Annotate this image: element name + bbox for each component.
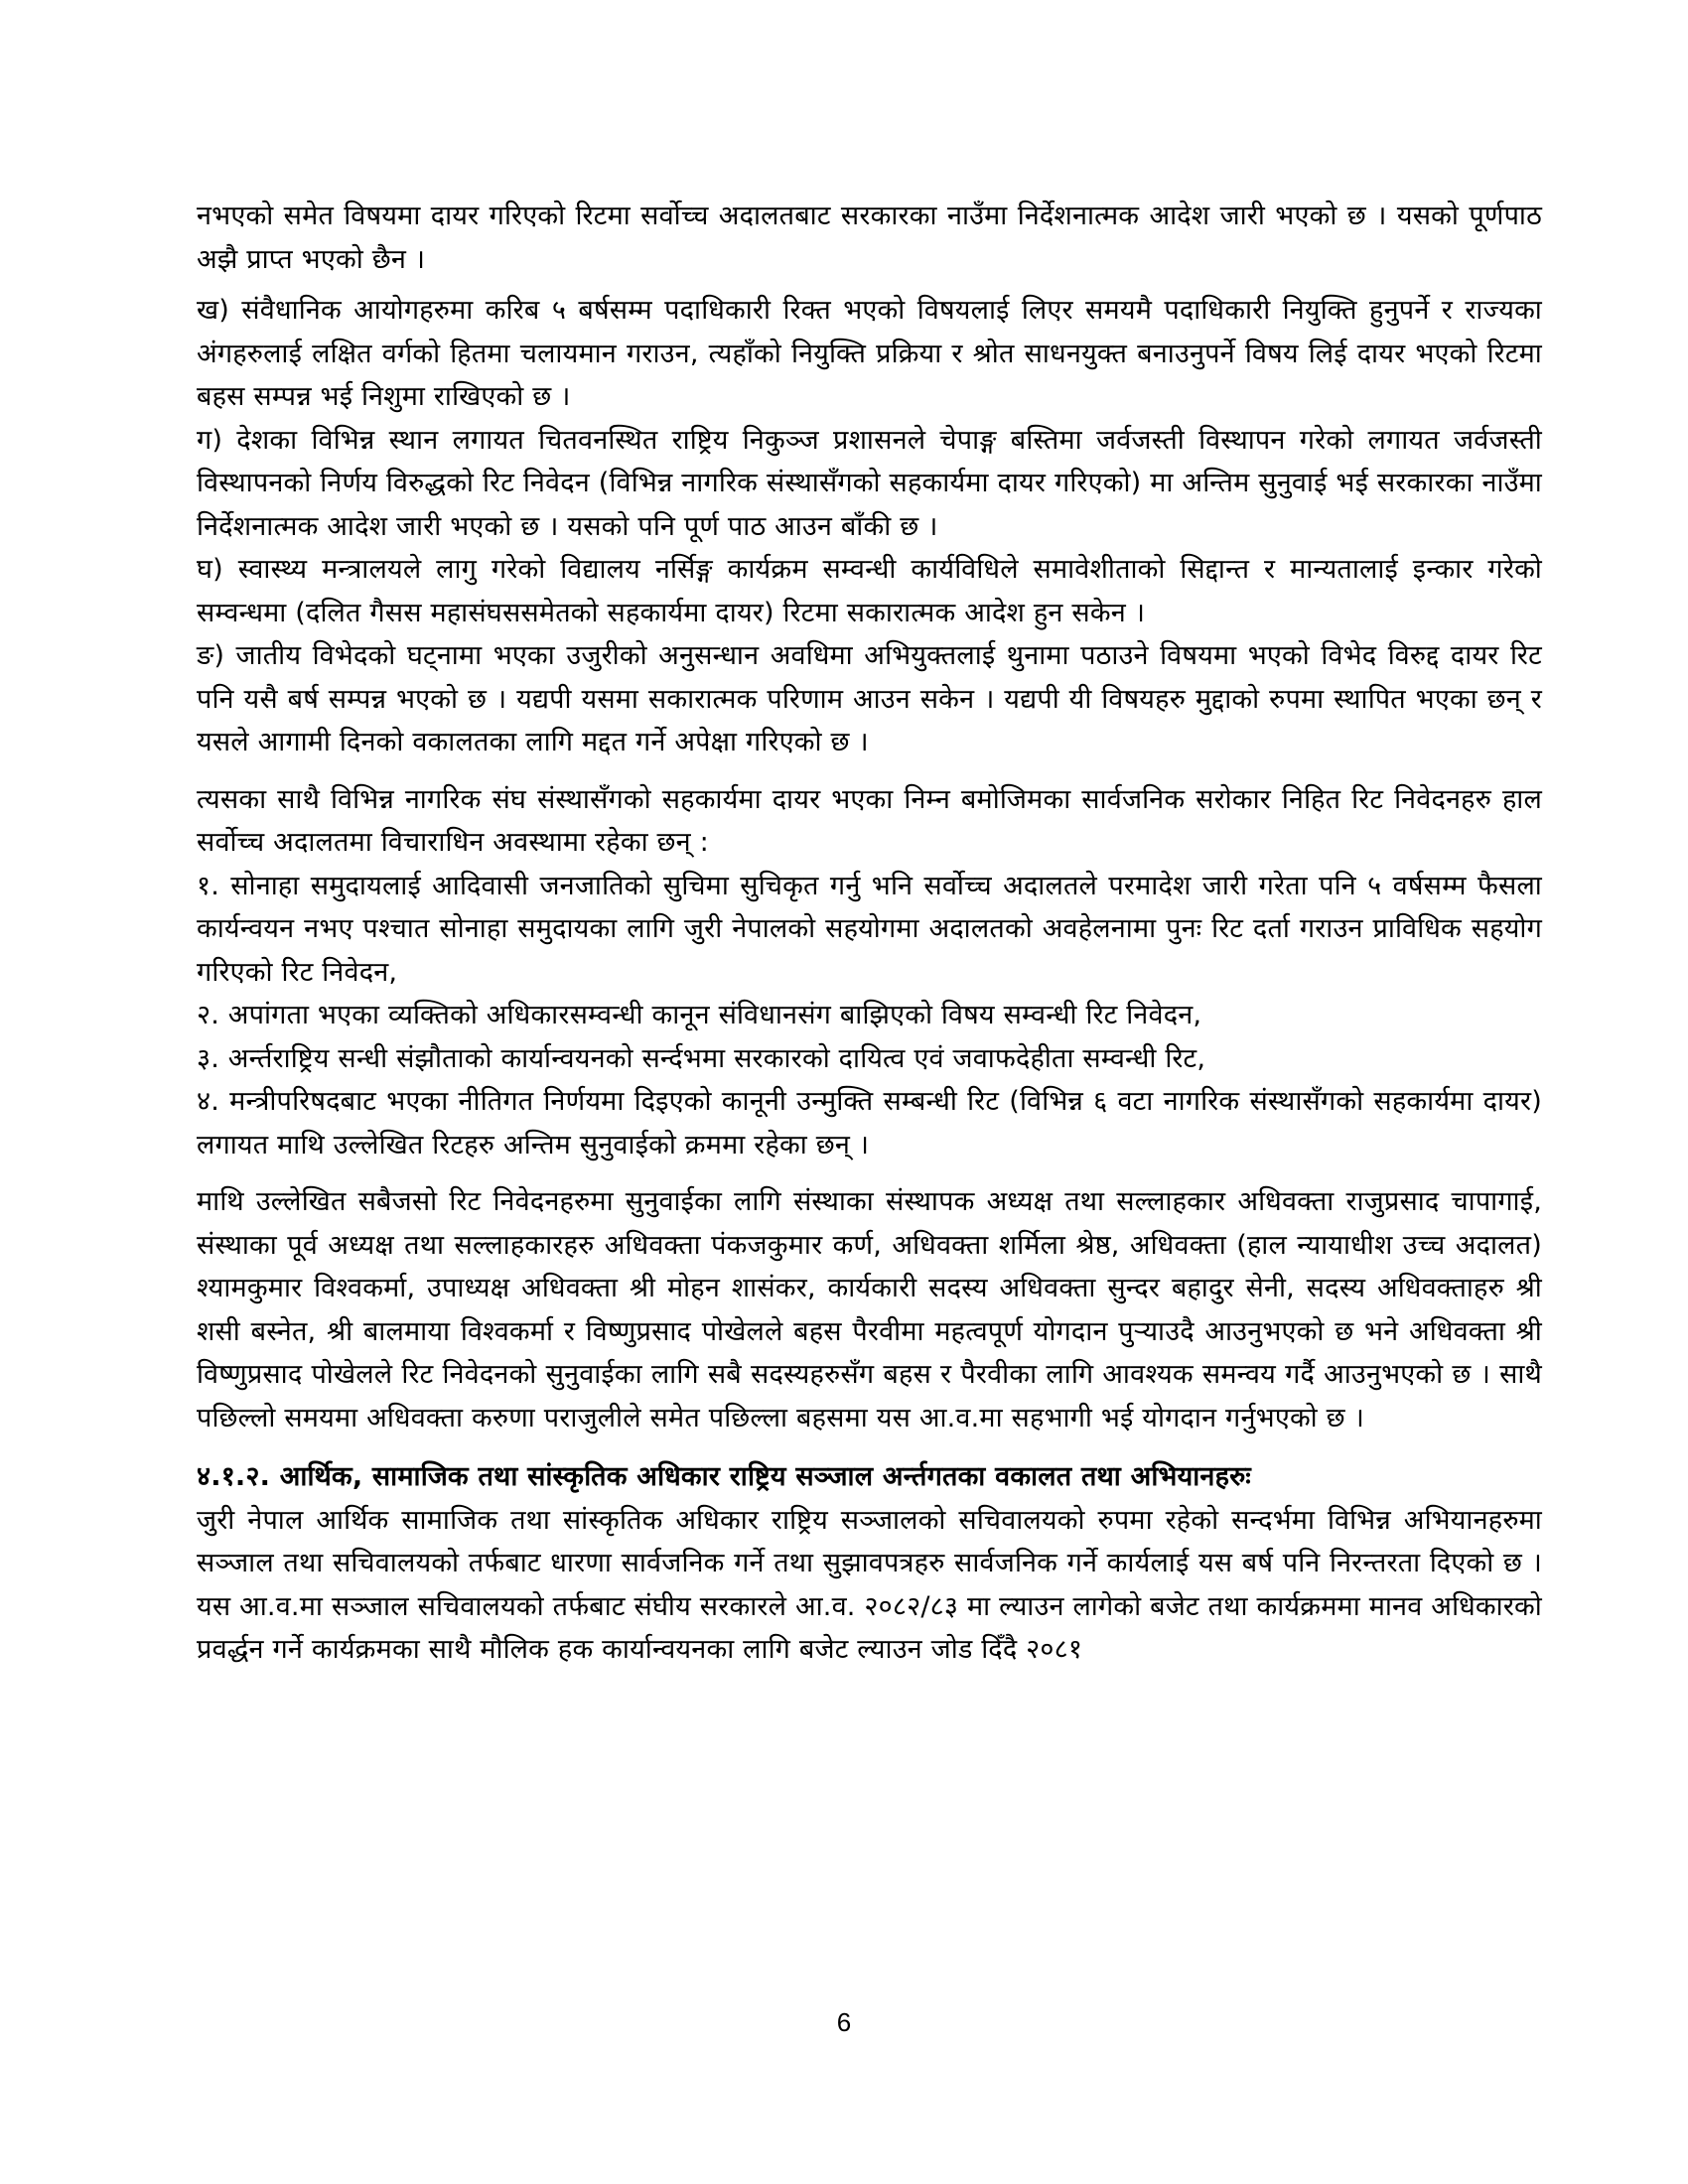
list-item-4: ४. मन्त्रीपरिषदबाट भएका नीतिगत निर्णयमा दिइएको कानूनी उन्मुक्ति सम्बन्धी रिट (विभिन्न ६ वटा नागरिक संस्थासँगको सहकार्यमा दायर) लगायत माथि उल्लेखित रिटहरु अन्तिम सुनुवाईको क्रममा रहेका छन् । [197, 1086, 1542, 1160]
section-paragraph: जुरी नेपाल आर्थिक सामाजिक तथा सांस्कृतिक अधिकार राष्ट्रिय सञ्जालको सचिवालयको रुपमा रहेको सन्दर्भमा विभिन्न अभियानहरुमा सञ्जाल तथा सचिवालयको तर्फबाट धारणा सार्वजनिक गर्ने तथा सुझावपत्रहरु सार्वजनिक गर्ने कार्यलाई यस बर्ष पनि निरन्तरता दिएको छ । यस आ.व.मा सञ्जाल सचिवालयको तर्फबाट संघीय सरकारले आ.व. २०८२/८३ मा ल्याउन लागेको बजेट तथा कार्यक्रममा मानव अधिकारको प्रवर्द्धन गर्ने कार्यक्रमका साथै मौलिक हक कार्यान्वयनका लागि बजेट ल्याउन जोड दिँदै २०८१ [197, 1504, 1542, 1665]
paragraph-pending-writs-intro: त्यसका साथै विभिन्न नागरिक संघ संस्थासँगको सहकार्यमा दायर भएका निम्न बमोजिमका सार्वजनिक सरोकार निहित रिट निवेदनहरु हाल सर्वोच्च अदालतमा विचाराधिन अवस्थामा रहेका छन् : [197, 783, 1542, 858]
paragraph-item-gha: घ) स्वास्थ्य मन्त्रालयले लागु गरेको विद्यालय नर्सिङ्ग कार्यक्रम सम्वन्धी कार्यविधिले समावेशीताको सिद्दान्त र मान्यतालाई इन्कार गरेको सम्वन्धमा (दलित गैसस महासंघससमेतको सहकार्यमा दायर) रिटमा सकारात्मक आदेश हुन सकेन । [197, 554, 1542, 628]
paragraph-continuation: नभएको समेत विषयमा दायर गरिएको रिटमा सर्वोच्च अदालतबाट सरकारका नाउँमा निर्देशनात्मक आदेश जारी भएको छ । यसको पूर्णपाठ अझै प्राप्त भएको छैन । [197, 201, 1542, 275]
document-body [197, 195, 1542, 1672]
paragraph-contributors: माथि उल्लेखित सबैजसो रिट निवेदनहरुमा सुनुवाईका लागि संस्थाका संस्थापक अध्यक्ष तथा सल्लाहकार अधिवक्ता राजुप्रसाद चापागाई, संस्थाका पूर्व अध्यक्ष तथा सल्लाहकारहरु अधिवक्ता पंकजकुमार कर्ण, अधिवक्ता शर्मिला श्रेष्ठ, अधिवक्ता (हाल न्यायाधीश उच्च अदालत) श्यामकुमार विश्वकर्मा, उपाध्यक्ष अधिवक्ता श्री मोहन शासंकर, कार्यकारी सदस्य अधिवक्ता सुन्दर बहादुर सेनी, सदस्य अधिवक्ताहरु श्री शसी बस्नेत, श्री बालमाया विश्वकर्मा र विष्णुप्रसाद पोखेलले बहस पैरवीमा महत्वपूर्ण योगदान पुर्‍याउदै आउनुभएको छ भने अधिवक्ता श्री विष्णुप्रसाद पोखेलले रिट निवेदनको सुनुवाईका लागि सबै सदस्यहरुसँग बहस र पैरवीका लागि आवश्यक समन्वय गर्दै आउनुभएको छ । साथै पछिल्लो समयमा अधिवक्ता करुणा पराजुलीले समेत पछिल्ला बहसमा यस आ.व.मा सहभागी भई योगदान गर्नुभएको छ । [197, 1186, 1542, 1433]
list-item-2: २. अपांगता भएका व्यक्तिको अधिकारसम्वन्धी कानून संविधानसंग बाझिएको विषय सम्वन्धी रिट निवेदन, [197, 1000, 1202, 1030]
page-number: 6 [836, 2007, 852, 2037]
section-heading: ४.१.२. आर्थिक, सामाजिक तथा सांस्कृतिक अधिकार राष्ट्रिय सञ्जाल अर्न्तगतका वकालत तथा अभियानहरुः [197, 1461, 1251, 1492]
paragraph-item-nga: ङ) जातीय विभेदको घट्नामा भएका उजुरीको अनुसन्धान अवधिमा अभियुक्तलाई थुनामा पठाउने विषयमा भएको विभेद विरुद्द दायर रिट पनि यसै बर्ष सम्पन्न भएको छ । यद्यपी यसमा सकारात्मक परिणाम आउन सकेन । यद्यपी यी विषयहरु मुद्दाको रुपमा स्थापित भएका छन् र यसले आगामी दिनको वकालतका लागि मद्दत गर्ने अपेक्षा गरिएको छ । [197, 640, 1542, 757]
paragraph-item-ga: ग) देशका विभिन्न स्थान लगायत चितवनस्थित राष्ट्रिय निकुञ्ज प्रशासनले चेपाङ्ग बस्तिमा जर्वजस्ती विस्थापन गरेको लगायत जर्वजस्ती विस्थापनको निर्णय विरुद्धको रिट निवेदन (विभिन्न नागरिक संस्थासँगको सहकार्यमा दायर गरिएको) मा अन्तिम सुनुवाई भई सरकारका नाउँमा निर्देशनात्मक आदेश जारी भएको छ । यसको पनि पूर्ण पाठ आउन बाँकी छ । [197, 424, 1542, 542]
list-item-3: ३. अर्न्तराष्ट्रिय सन्धी संझौताको कार्यान्वयनको सर्न्दभमा सरकारको दायित्व एवं जवाफदेहीता सम्वन्धी रिट, [197, 1042, 1206, 1074]
paragraph-item-kha: ख) संवैधानिक आयोगहरुमा करिब ५ बर्षसम्म पदाधिकारी रिक्त भएको विषयलाई लिएर समयमै पदाधिकारी नियुक्ति हुनुपर्ने र राज्यका अंगहरुलाई लक्षित वर्गको हितमा चलायमान गराउन, त्यहाँको नियुक्ति प्रक्रिया र श्रोत साधनयुक्त बनाउनुपर्ने विषय लिई दायर भएको रिटमा बहस सम्पन्न भई निशुमा राखिएको छ । [197, 295, 1542, 412]
list-item-1: १. सोनाहा समुदायलाई आदिवासी जनजातिको सुचिमा सुचिकृत गर्नु भनि सर्वोच्च अदालतले परमादेश जारी गरेता पनि ५ वर्षसम्म फैसला कार्यन्वयन नभए पश्चात सोनाहा समुदायका लागि जुरी नेपालको सहयोगमा अदालतको अवहेलनामा पुनः रिट दर्ता गराउन प्राविधिक सहयोग गरिएको रिट निवेदन, [197, 870, 1542, 988]
